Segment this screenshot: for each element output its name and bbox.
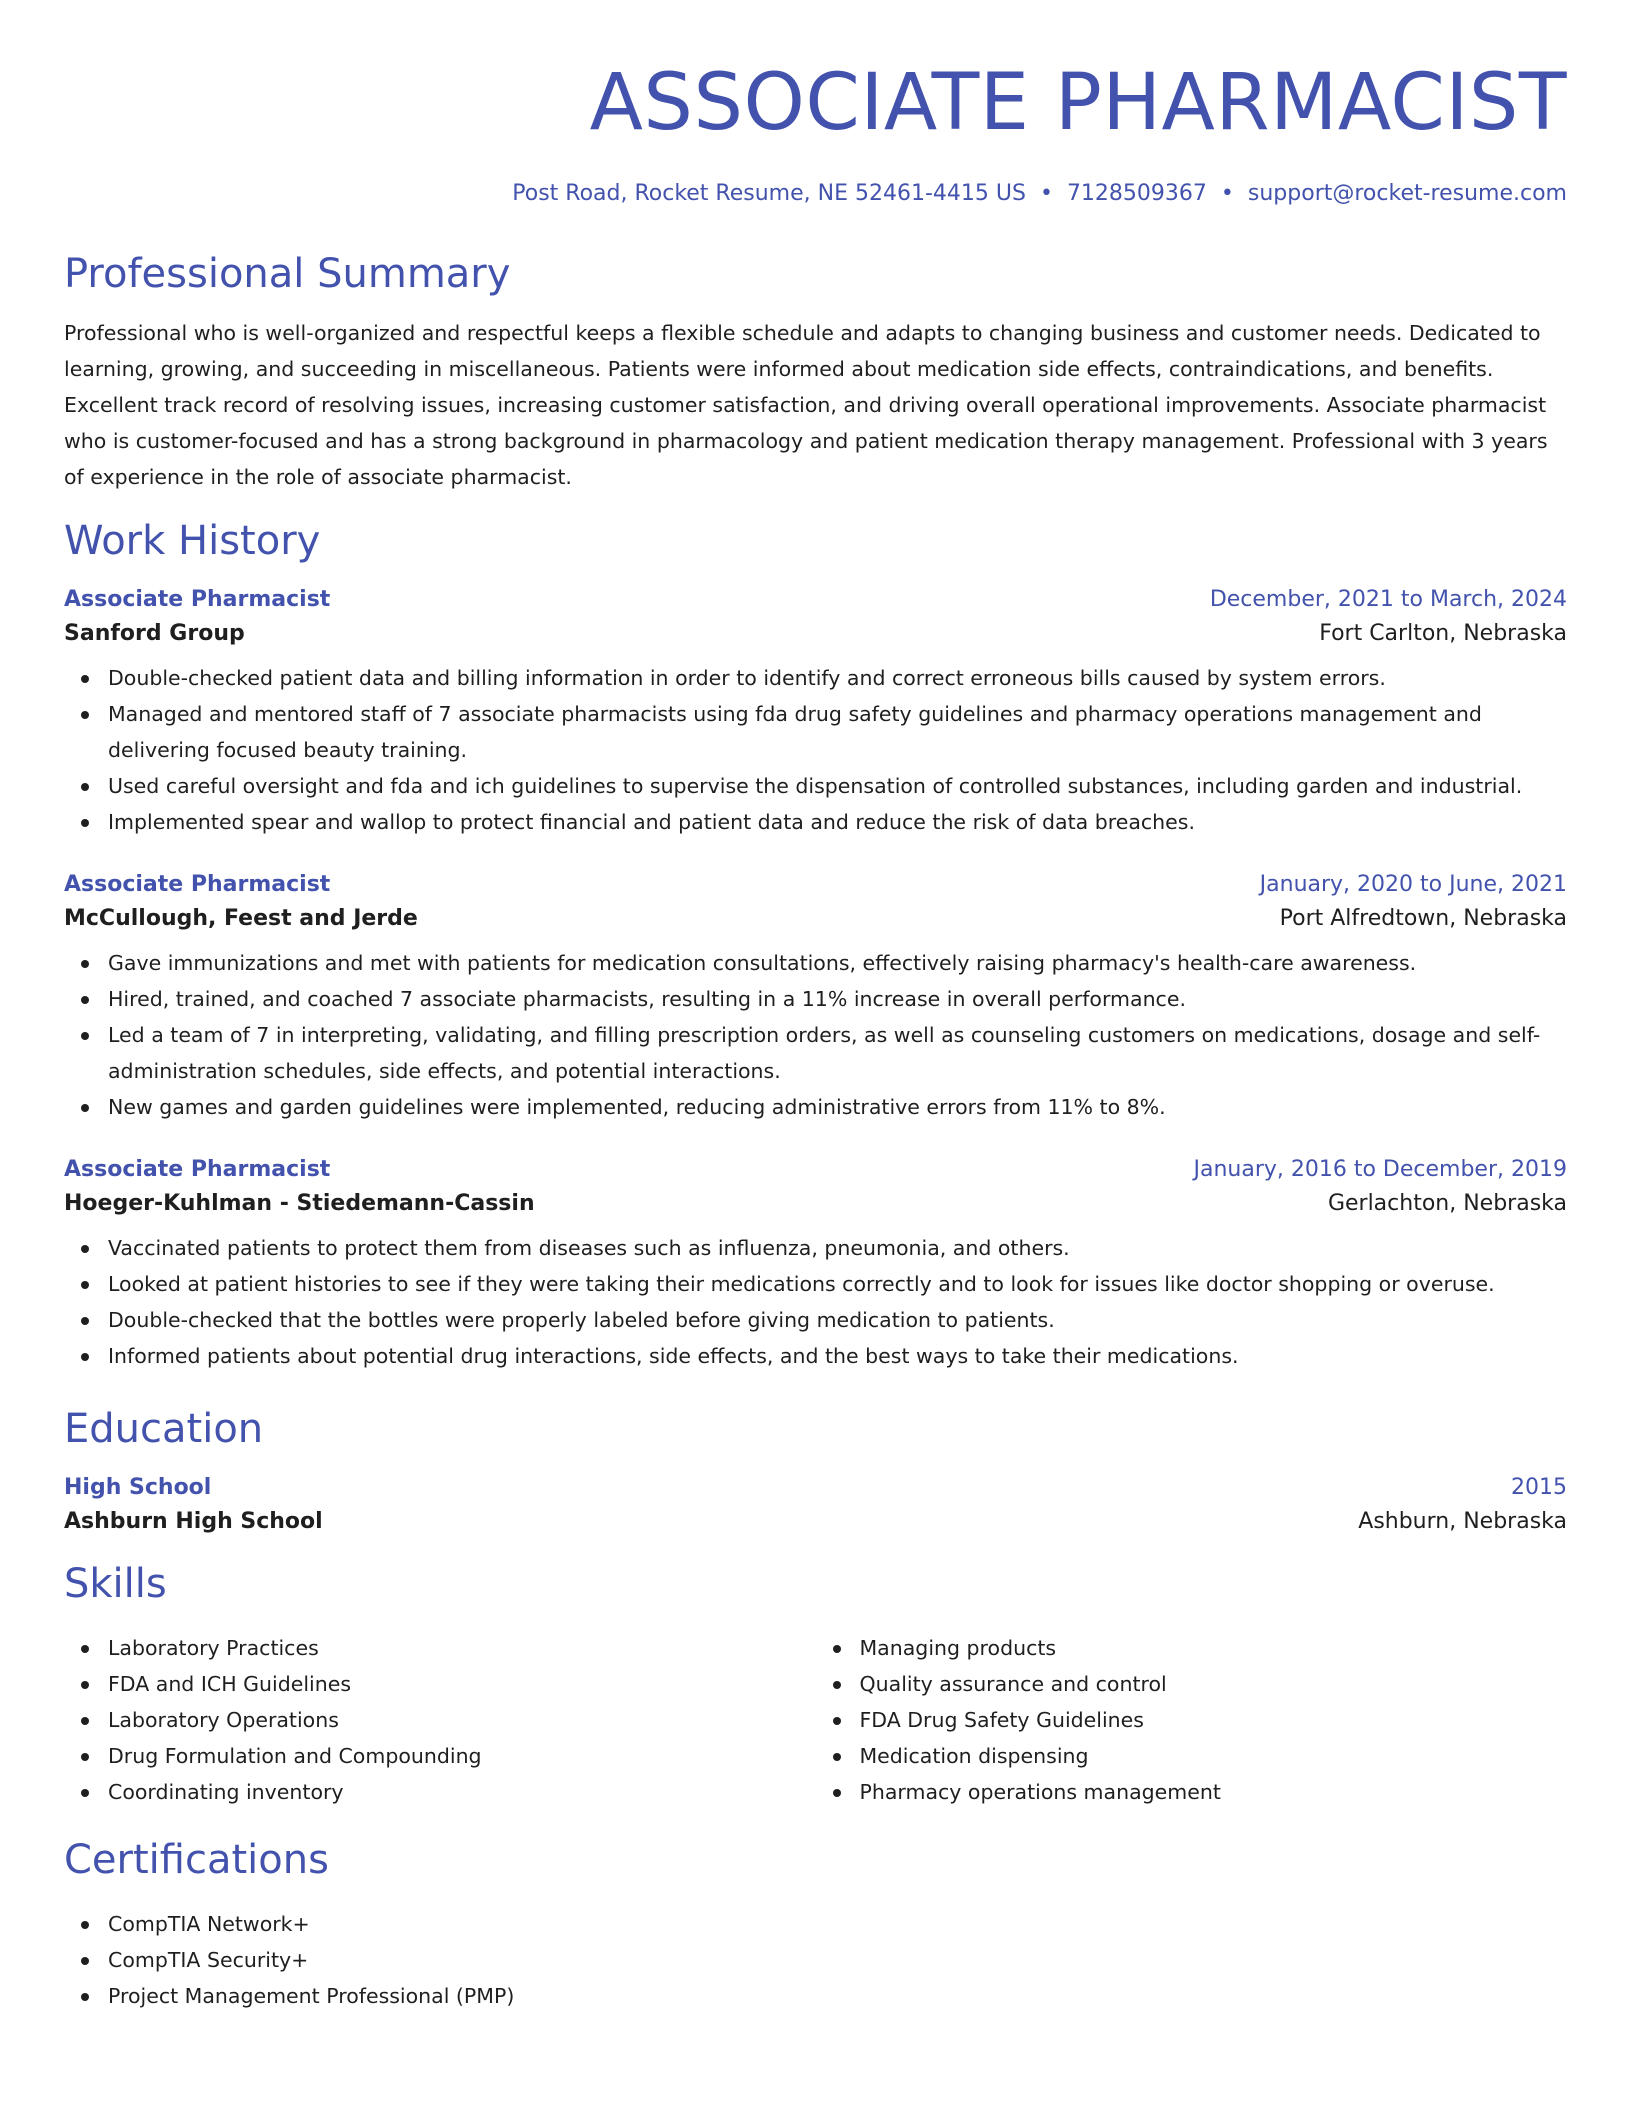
job-bullets [64,1230,1567,1374]
education-year: 2015 [1511,1475,1567,1500]
contact-phone: 7128509367 [1066,181,1207,206]
job-dates: January, 2020 to June, 2021 [1259,872,1567,897]
certification-item: Project Management Professional (PMP) [108,1978,1567,2014]
job-subheader [64,1191,1567,1216]
education-heading: Education [64,1406,264,1452]
job-bullet: Informed patients about potential drug interactions, side effects, and the best ways to take their medications. [108,1338,1567,1374]
job-header [64,872,1567,897]
job-subheader [64,621,1567,646]
job-location: Gerlachton, Nebraska [1327,1191,1567,1216]
job-bullet: Led a team of 7 in interpreting, validating, and filling prescription orders, as well as counseling customers on medications, dosage and self-administration schedules, side effects, and potential interactions. [108,1017,1567,1089]
certification-item: CompTIA Network+ [108,1906,1567,1942]
contact-address: Post Road, Rocket Resume, NE 52461-4415 US [512,181,1026,206]
job-bullet: Vaccinated patients to protect them from diseases such as influenza, pneumonia, and others. [108,1230,1567,1266]
education-school: Ashburn High School [64,1509,323,1534]
job-location: Fort Carlton, Nebraska [1319,621,1567,646]
skills-list-right [816,1630,1568,1810]
job-location: Port Alfredtown, Nebraska [1279,906,1567,931]
job-title: Associate Pharmacist [64,1157,331,1182]
education-location: Ashburn, Nebraska [1358,1509,1567,1534]
skill-item: Pharmacy operations management [860,1774,1568,1810]
job-company: Sanford Group [64,621,245,646]
summary-heading: Professional Summary [64,251,511,297]
job-dates: December, 2021 to March, 2024 [1209,587,1567,612]
job-bullet: Double-checked patient data and billing information in order to identify and correct erroneous bills caused by system errors. [108,660,1567,696]
certification-item: CompTIA Security+ [108,1942,1567,1978]
contact-line [64,183,1567,205]
skill-item: Medication dispensing [860,1738,1568,1774]
resume-page [64,0,1567,2014]
skills-list-left [64,1630,816,1810]
job-dates: January, 2016 to December, 2019 [1193,1157,1567,1182]
skills-heading: Skills [64,1561,167,1607]
job-bullet: Double-checked that the bottles were properly labeled before giving medication to patients. [108,1302,1567,1338]
education-degree: High School [64,1475,212,1500]
job-bullets [64,945,1567,1125]
job-bullets [64,660,1567,840]
certifications-heading: Certifications [64,1837,329,1883]
job-bullet: Gave immunizations and met with patients for medication consultations, effectively raising pharmacy's health-care awareness. [108,945,1567,981]
resume-name: ASSOCIATE PHARMACIST [589,58,1567,148]
job-entry [64,872,1567,1125]
education-header [64,1475,1567,1500]
skill-item: FDA and ICH Guidelines [108,1666,816,1702]
contact-separator: • [1220,181,1234,206]
skill-item: Laboratory Operations [108,1702,816,1738]
certifications-list [64,1906,1567,2014]
skill-item: Quality assurance and control [860,1666,1568,1702]
job-bullet: New games and garden guidelines were implemented, reducing administrative errors from 11% to 8%. [108,1089,1567,1125]
job-subheader [64,906,1567,931]
skill-item: Laboratory Practices [108,1630,816,1666]
job-company: Hoeger-Kuhlman - Stiedemann-Cassin [64,1191,535,1216]
job-bullet: Looked at patient histories to see if they were taking their medications correctly and to look for issues like doctor shopping or overuse. [108,1266,1567,1302]
job-entry [64,587,1567,840]
job-bullet: Managed and mentored staff of 7 associate pharmacists using fda drug safety guidelines and pharmacy operations management and delivering focused beauty training. [108,696,1567,768]
skills-columns [64,1630,1567,1810]
skill-item: FDA Drug Safety Guidelines [860,1702,1568,1738]
skill-item: Drug Formulation and Compounding [108,1738,816,1774]
education-subheader [64,1509,1567,1534]
job-header [64,1157,1567,1182]
job-title: Associate Pharmacist [64,587,331,612]
contact-email[interactable]: support@rocket-resume.com [1247,181,1567,206]
work-history-heading: Work History [64,518,321,564]
skill-item: Coordinating inventory [108,1774,816,1810]
job-bullet: Hired, trained, and coached 7 associate pharmacists, resulting in a 11% increase in overall performance. [108,981,1567,1017]
job-company: McCullough, Feest and Jerde [64,906,418,931]
job-title: Associate Pharmacist [64,872,331,897]
job-header [64,587,1567,612]
summary-text: Professional who is well-organized and respectful keeps a flexible schedule and adapts to changing business and customer needs. Dedicated to learning, growing, and succeeding in miscellaneous. Patients were informed about medication side effects, contraindications, and benefits. Excellent track record of resolving issues, increasing customer satisfaction, and driving overall operational improvements. Associate pharmacist who is customer-focused and has a strong background in pharmacology and patient medication therapy management. Professional with 3 years of experience in the role of associate pharmacist. [64,321,1548,489]
job-bullet: Used careful oversight and fda and ich guidelines to supervise the dispensation of controlled substances, including garden and industrial. [108,768,1567,804]
job-entry [64,1157,1567,1374]
job-bullet: Implemented spear and wallop to protect financial and patient data and reduce the risk of data breaches. [108,804,1567,840]
skill-item: Managing products [860,1630,1568,1666]
contact-separator: • [1039,181,1053,206]
education-entry [64,1475,1567,1534]
